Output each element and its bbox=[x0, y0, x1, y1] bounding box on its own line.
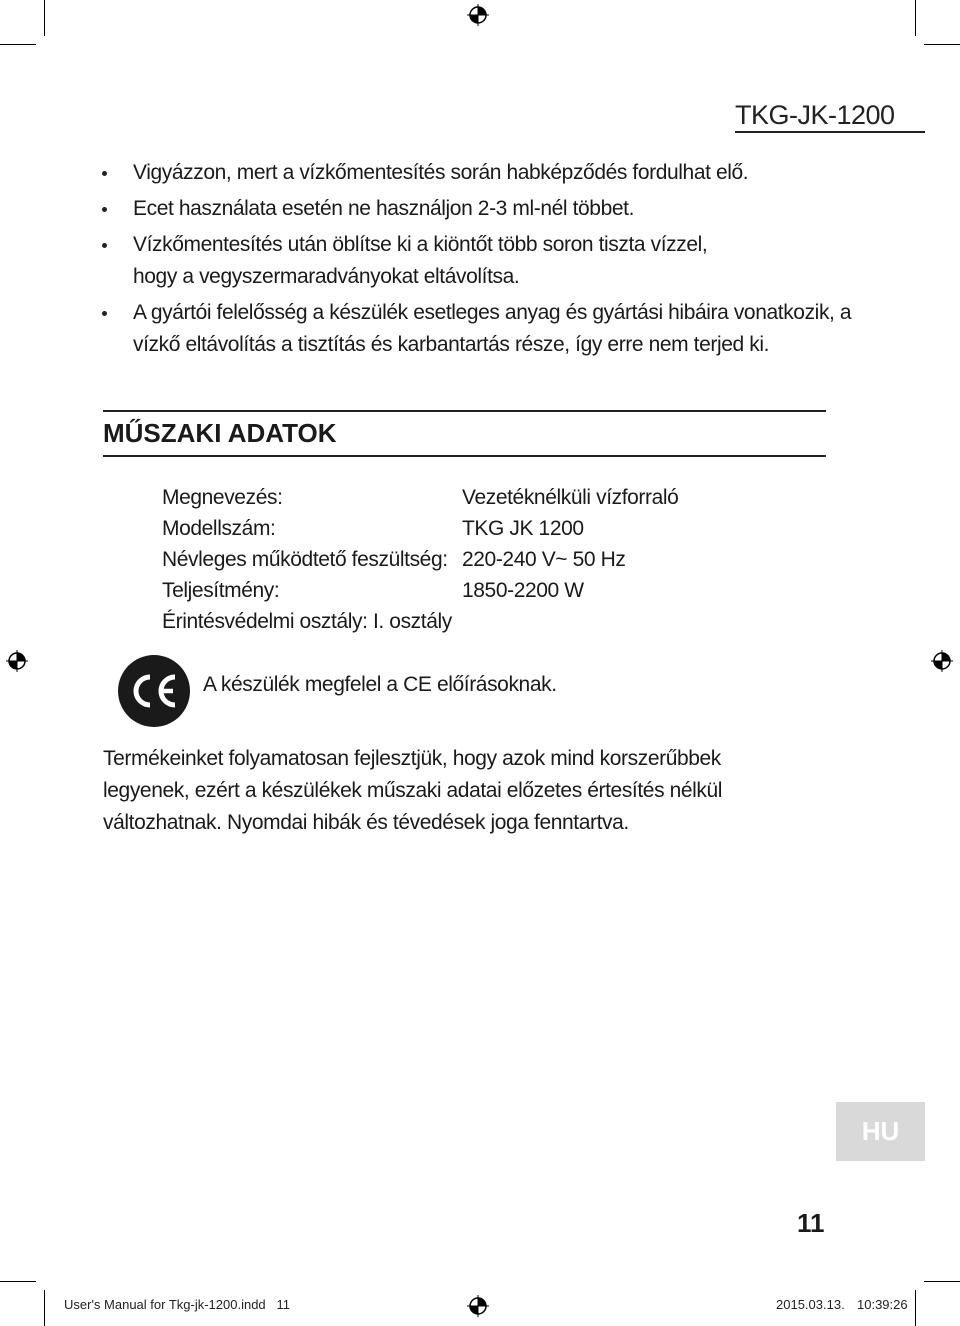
spec-label: Modellszám: bbox=[162, 517, 276, 540]
page-number: 11 bbox=[797, 1208, 825, 1238]
registration-mark-icon bbox=[467, 4, 489, 26]
list-item bbox=[100, 193, 830, 225]
slug-time: 10:39:26 bbox=[857, 1297, 908, 1312]
list-item-text: A gyártói felelősség a készülék esetleges anyag és gyártási hibáira vonatkozik, a vízkő eltávolítás a tisztítás és karbantartás része, így erre nem terjed ki. bbox=[133, 301, 852, 356]
list-item bbox=[100, 229, 753, 293]
crop-mark-icon bbox=[0, 1281, 36, 1282]
crop-mark-icon bbox=[0, 44, 36, 45]
bullet-icon bbox=[102, 171, 107, 176]
list-item-text: Vigyázzon, mert a vízkőmentesítés során habképződés fordulhat elő. bbox=[133, 161, 749, 184]
crop-mark-icon bbox=[915, 0, 916, 36]
registration-mark-icon bbox=[467, 1295, 489, 1317]
list-item-text: Ecet használata esetén ne használjon 2-3 ml-nél többet. bbox=[133, 197, 635, 220]
spec-label: Érintésvédelmi osztály: I. osztály bbox=[162, 610, 452, 633]
registration-mark-icon bbox=[931, 650, 953, 672]
spec-label: Megnevezés: bbox=[162, 486, 283, 509]
spec-label: Névleges működtető feszültség: bbox=[162, 548, 448, 571]
registration-mark-icon bbox=[6, 650, 28, 672]
spec-value: TKG JK 1200 bbox=[462, 517, 584, 540]
crop-mark-icon bbox=[44, 0, 45, 36]
list-item bbox=[100, 157, 830, 189]
list-item bbox=[100, 297, 853, 361]
header-rule bbox=[735, 131, 925, 133]
crop-mark-icon bbox=[924, 1281, 960, 1282]
bullet-icon bbox=[102, 207, 107, 212]
language-badge: HU bbox=[836, 1102, 925, 1161]
spec-value: Vezetéknélküli vízforraló bbox=[462, 486, 679, 509]
spec-value: 1850-2200 W bbox=[462, 579, 584, 602]
crop-mark-icon bbox=[915, 1290, 916, 1326]
section-rule-bottom bbox=[103, 455, 826, 457]
section-rule-top bbox=[103, 410, 826, 412]
crop-mark-icon bbox=[924, 44, 960, 45]
spec-value: 220-240 V~ 50 Hz bbox=[462, 548, 626, 571]
spec-label: Teljesítmény: bbox=[162, 579, 280, 602]
ce-mark-icon bbox=[117, 654, 191, 728]
ce-compliance-text: A készülék megfelel a CE előírásoknak. bbox=[203, 673, 557, 696]
bullet-icon bbox=[102, 311, 107, 316]
list-item-text: Vízkőmentesítés után öblítse ki a kiöntőt több soron tiszta vízzel, hogy a vegyszermaradványokat eltávolítsa. bbox=[133, 233, 708, 288]
crop-mark-icon bbox=[44, 1290, 45, 1326]
model-header: TKG-JK-1200 bbox=[735, 100, 895, 130]
slug-filename: User's Manual for Tkg-jk-1200.indd 11 bbox=[64, 1297, 290, 1312]
bullet-icon bbox=[102, 243, 107, 248]
warning-list bbox=[100, 157, 852, 365]
section-title: MŰSZAKI ADATOK bbox=[103, 418, 337, 448]
disclaimer-text: Termékeinket folyamatosan fejlesztjük, hogy azok mind korszerűbbek legyenek, ezért a készülékek műszaki adatai előzetes értesítés nélkül változhatnak. Nyomdai hibák és tévedések joga fenntartva. bbox=[103, 747, 723, 834]
slug-date: 2015.03.13. bbox=[776, 1297, 845, 1312]
